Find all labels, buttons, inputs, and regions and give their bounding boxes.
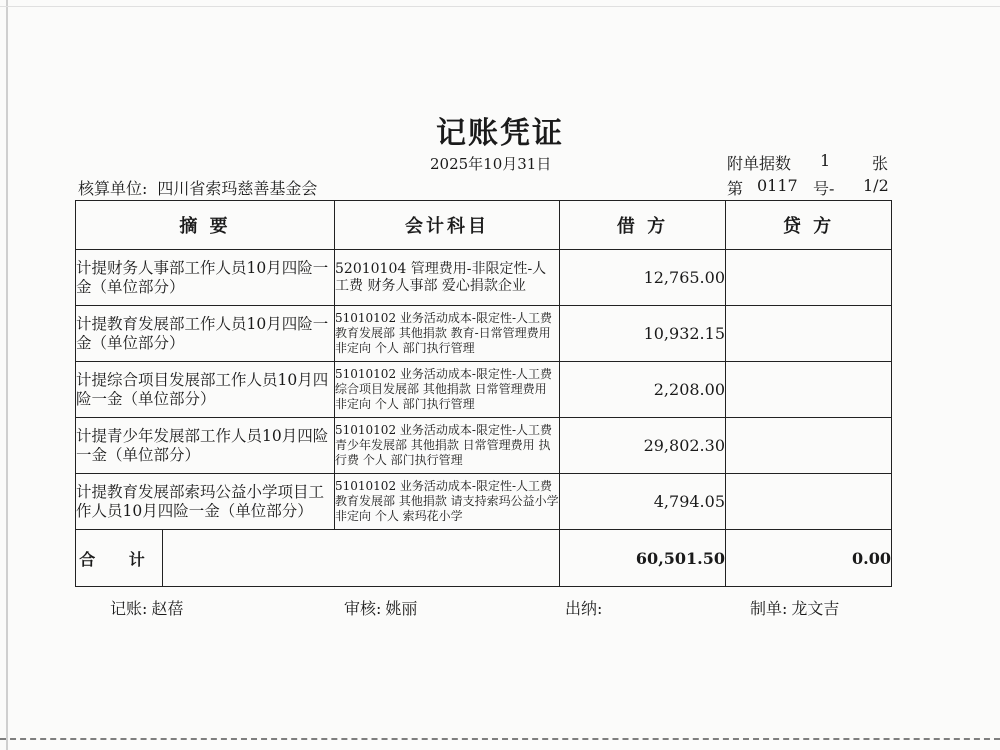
unit-label: 核算单位: — [78, 179, 148, 198]
entry-account: 51010102 业务活动成本-限定性-人工费 综合项目发展部 其他捐款 日常管理费用 非定向 个人 部门执行管理 — [335, 362, 560, 418]
entry-summary: 计提青少年发展部工作人员10月四险一金（单位部分） — [76, 418, 335, 474]
entry-summary: 计提教育发展部索玛公益小学项目工作人员10月四险一金（单位部分） — [76, 474, 335, 530]
attachment-count — [727, 151, 889, 174]
table-row — [76, 474, 892, 530]
entry-debit: 2,208.00 — [560, 362, 726, 418]
bookkeeper-signature — [110, 596, 183, 619]
entry-summary: 计提财务人事部工作人员10月四险一金（单位部分） — [76, 250, 335, 306]
entry-credit — [726, 362, 892, 418]
entry-debit: 10,932.15 — [560, 306, 726, 362]
accounting-unit — [78, 176, 317, 199]
header-debit: 借 方 — [560, 201, 726, 250]
entry-account: 51010102 业务活动成本-限定性-人工费 教育发展部 其他捐款 请支持索玛公益小学 非定向 个人 索玛花小学 — [335, 474, 560, 530]
table-header-row — [76, 201, 892, 250]
preparer-label: 制单: — [750, 599, 788, 618]
entry-account: 51010102 业务活动成本-限定性-人工费 青少年发展部 其他捐款 日常管理费用 执行费 个人 部门执行管理 — [335, 418, 560, 474]
voucher-title: 记账凭证 — [436, 116, 564, 151]
attachment-number: 1 — [820, 151, 831, 170]
entry-debit: 12,765.00 — [560, 250, 726, 306]
entry-credit — [726, 418, 892, 474]
table-row — [76, 250, 892, 306]
voucher-table — [75, 200, 892, 587]
preparer-signature — [750, 596, 839, 619]
entry-credit — [726, 306, 892, 362]
no-suffix: 号- — [813, 179, 835, 198]
no-value: 0117 — [757, 176, 798, 195]
entry-debit: 4,794.05 — [560, 474, 726, 530]
total-label-cell — [76, 530, 560, 587]
entry-summary: 计提综合项目发展部工作人员10月四险一金（单位部分） — [76, 362, 335, 418]
entry-credit — [726, 474, 892, 530]
reviewer-name: 姚丽 — [385, 599, 418, 618]
entry-summary: 计提教育发展部工作人员10月四险一金（单位部分） — [76, 306, 335, 362]
total-credit: 0.00 — [726, 530, 892, 587]
voucher-date: 2025年10月31日 — [430, 155, 552, 173]
scan-bottom-edge — [0, 738, 1000, 740]
cashier-signature — [565, 596, 606, 619]
entry-account: 51010102 业务活动成本-限定性-人工费 教育发展部 其他捐款 教育-日常管理费用 非定向 个人 部门执行管理 — [335, 306, 560, 362]
scan-edge-top — [0, 6, 1000, 7]
reviewer-label: 审核: — [344, 599, 382, 618]
entry-debit: 29,802.30 — [560, 418, 726, 474]
total-row — [76, 530, 892, 587]
total-debit: 60,501.50 — [560, 530, 726, 587]
table-row — [76, 362, 892, 418]
header-credit: 贷 方 — [726, 201, 892, 250]
cashier-label: 出纳: — [565, 599, 603, 618]
no-prefix: 第 — [727, 179, 744, 198]
reviewer-signature — [344, 596, 417, 619]
entry-account: 52010104 管理费用-非限定性-人工费 财务人事部 爱心捐款企业 — [335, 250, 560, 306]
header-summary: 摘 要 — [76, 201, 335, 250]
total-label: 合 计 — [76, 530, 163, 586]
table-row — [76, 306, 892, 362]
header-account: 会计科目 — [335, 201, 560, 250]
bookkeeper-name: 赵蓓 — [151, 599, 184, 618]
unit-name: 四川省索玛慈善基金会 — [157, 179, 318, 198]
attachment-label: 附单据数 — [727, 154, 792, 173]
preparer-name: 龙文吉 — [791, 599, 840, 618]
bookkeeper-label: 记账: — [110, 599, 148, 618]
entry-credit — [726, 250, 892, 306]
page-indicator: 1/2 — [863, 176, 889, 195]
attachment-unit: 张 — [872, 154, 889, 173]
table-row — [76, 418, 892, 474]
total-blank — [163, 530, 559, 586]
